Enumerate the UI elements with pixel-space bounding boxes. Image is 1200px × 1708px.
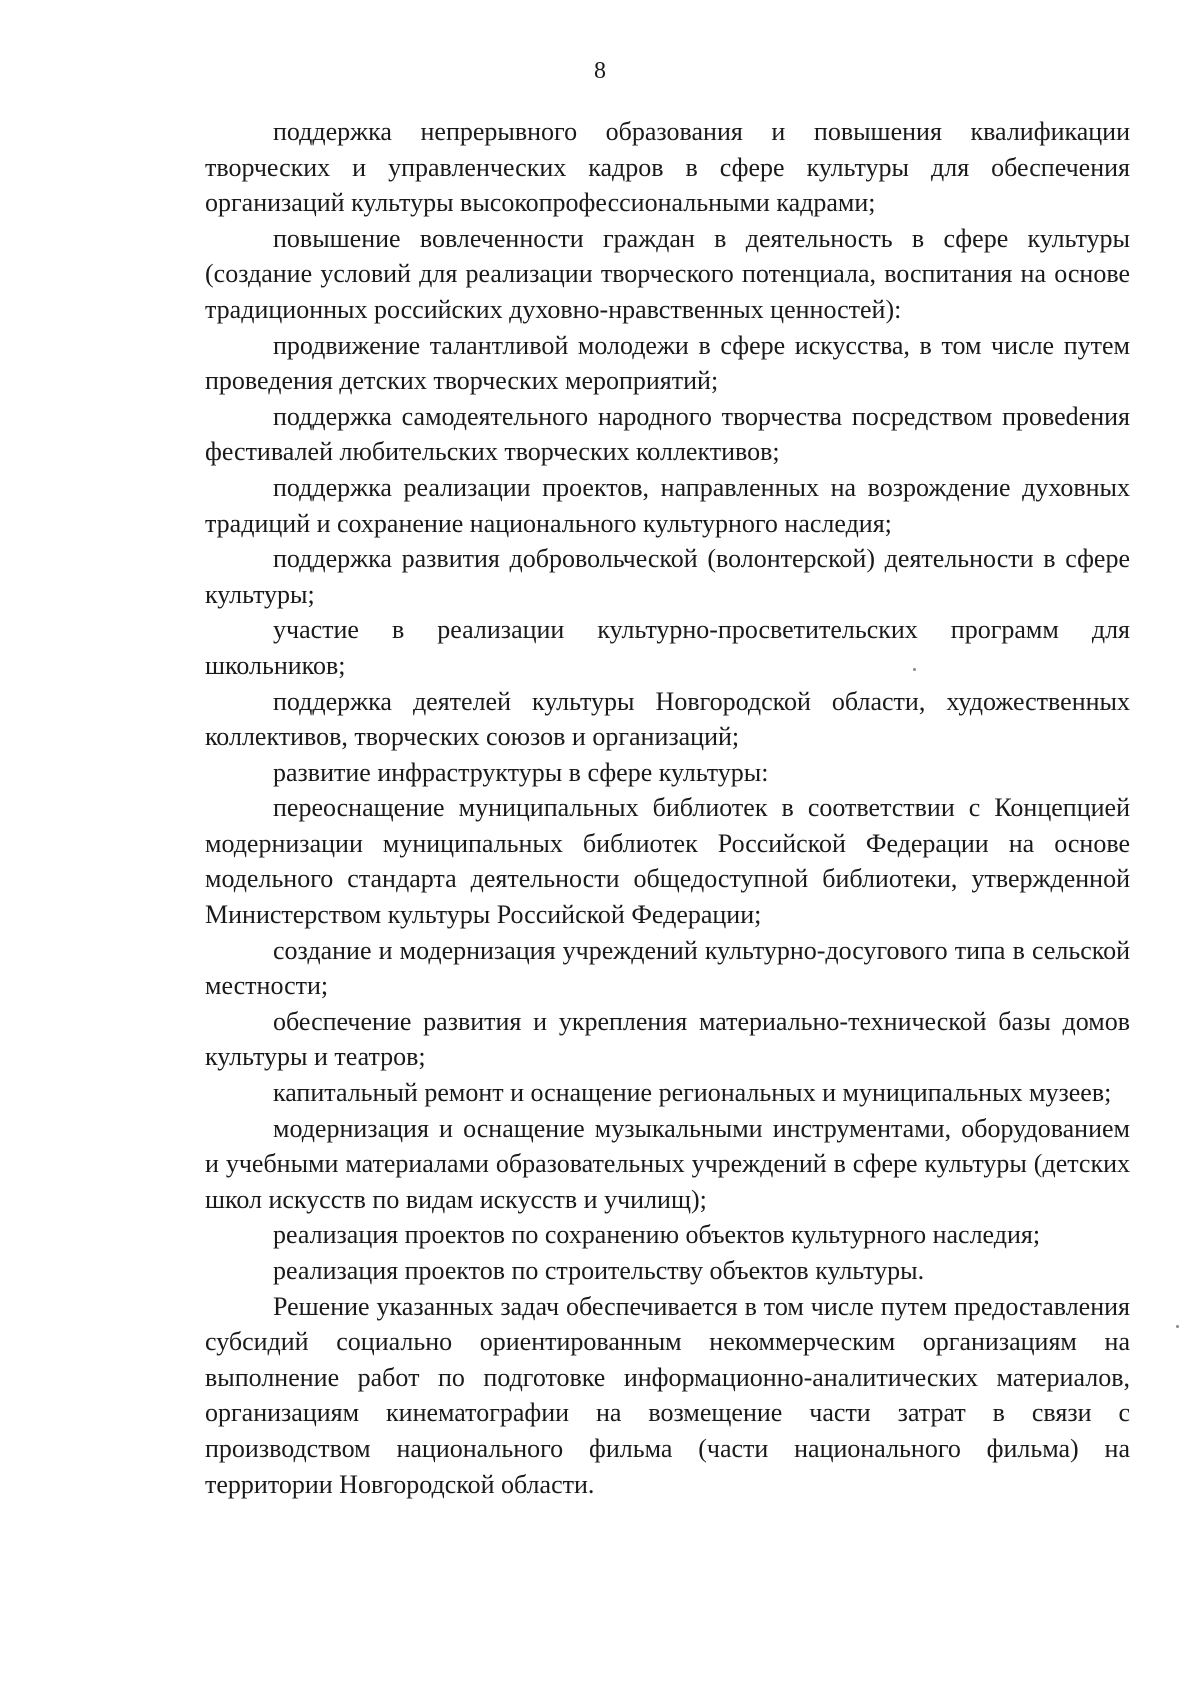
- paragraph: переоснащение муниципальных библиотек в соответствии с Концепцией модернизации муниципальных библиотек Российской Федерации на основе модельного стандарта деятельности общедоступной библиотеки, утвержденной Министерством культуры Российской Федерации;: [205, 793, 1130, 930]
- paragraph: участие в реализации культурно-просветительских программ для школьников;: [205, 615, 1130, 680]
- paragraph: поддержка самодеятельного народного творчества посредством провеdения фестивалей любительских творческих коллективов;: [205, 401, 1130, 467]
- body-text: [205, 114, 1130, 1502]
- paragraph: Решение указанных задач обеспечивается в том числе путем предоставления субсидий социально ориентированным некоммерческим организациям на выполнение работ по подготовке информационно-аналитических материалов, организациям кинематографии на возмещение части затрат в связи с производством национального фильма (части национального фильма) на территории Новгородской области.: [205, 1291, 1130, 1499]
- paragraph: реализация проектов по строительству объектов культуры.: [273, 1256, 925, 1285]
- paragraph: поддержка реализации проектов, направленных на возрождение духовных традиций и сохранение национального культурного наследия;: [205, 472, 1130, 538]
- paragraph: создание и модернизация учреждений культурно-досугового типа в сельской местности;: [205, 935, 1130, 1001]
- scan-speck: [913, 668, 916, 671]
- paragraph: реализация проектов по сохранению объектов культурного наследия;: [273, 1220, 1041, 1250]
- page-number: 8: [594, 58, 606, 84]
- paragraph: поддержка развития добровольческой (волонтерской) деятельности в сфере культуры;: [205, 544, 1130, 609]
- paragraph: продвижение талантливой молодежи в сфере искусства, в том числе путем проведения детских творческих мероприятий;: [205, 330, 1130, 396]
- paragraph: капитальный ремонт и оснащение региональных и муниципальных музеев;: [273, 1078, 1112, 1108]
- paragraph: повышение вовлеченности граждан в деятельность в сфере культуры (создание условий для реализации творческого потенциала, воспитания на основе традиционных российских духовно-нравственных ценностей):: [205, 223, 1130, 324]
- paragraph: развитие инфраструктуры в сфере культуры:: [273, 757, 769, 787]
- paragraph: модернизация и оснащение музыкальными инструментами, оборудованием и учебными материалами образовательных учреждений в сфере культуры (детских школ искусств по видам искусств и училищ);: [205, 1113, 1130, 1214]
- paragraph: поддержка деятелей культуры Новгородской области, художественных коллективов, творческих союзов и организаций;: [205, 686, 1130, 752]
- paragraph: поддержка непрерывного образования и повышения квалификации творческих и управленческих кадров в сфере культуры для обеспечения организаций культуры высокопрофессиональными кадрами;: [205, 117, 1130, 218]
- paragraph: обеспечение развития и укрепления материально-технической базы домов культуры и театров;: [205, 1006, 1130, 1072]
- scan-speck: [1176, 1325, 1179, 1328]
